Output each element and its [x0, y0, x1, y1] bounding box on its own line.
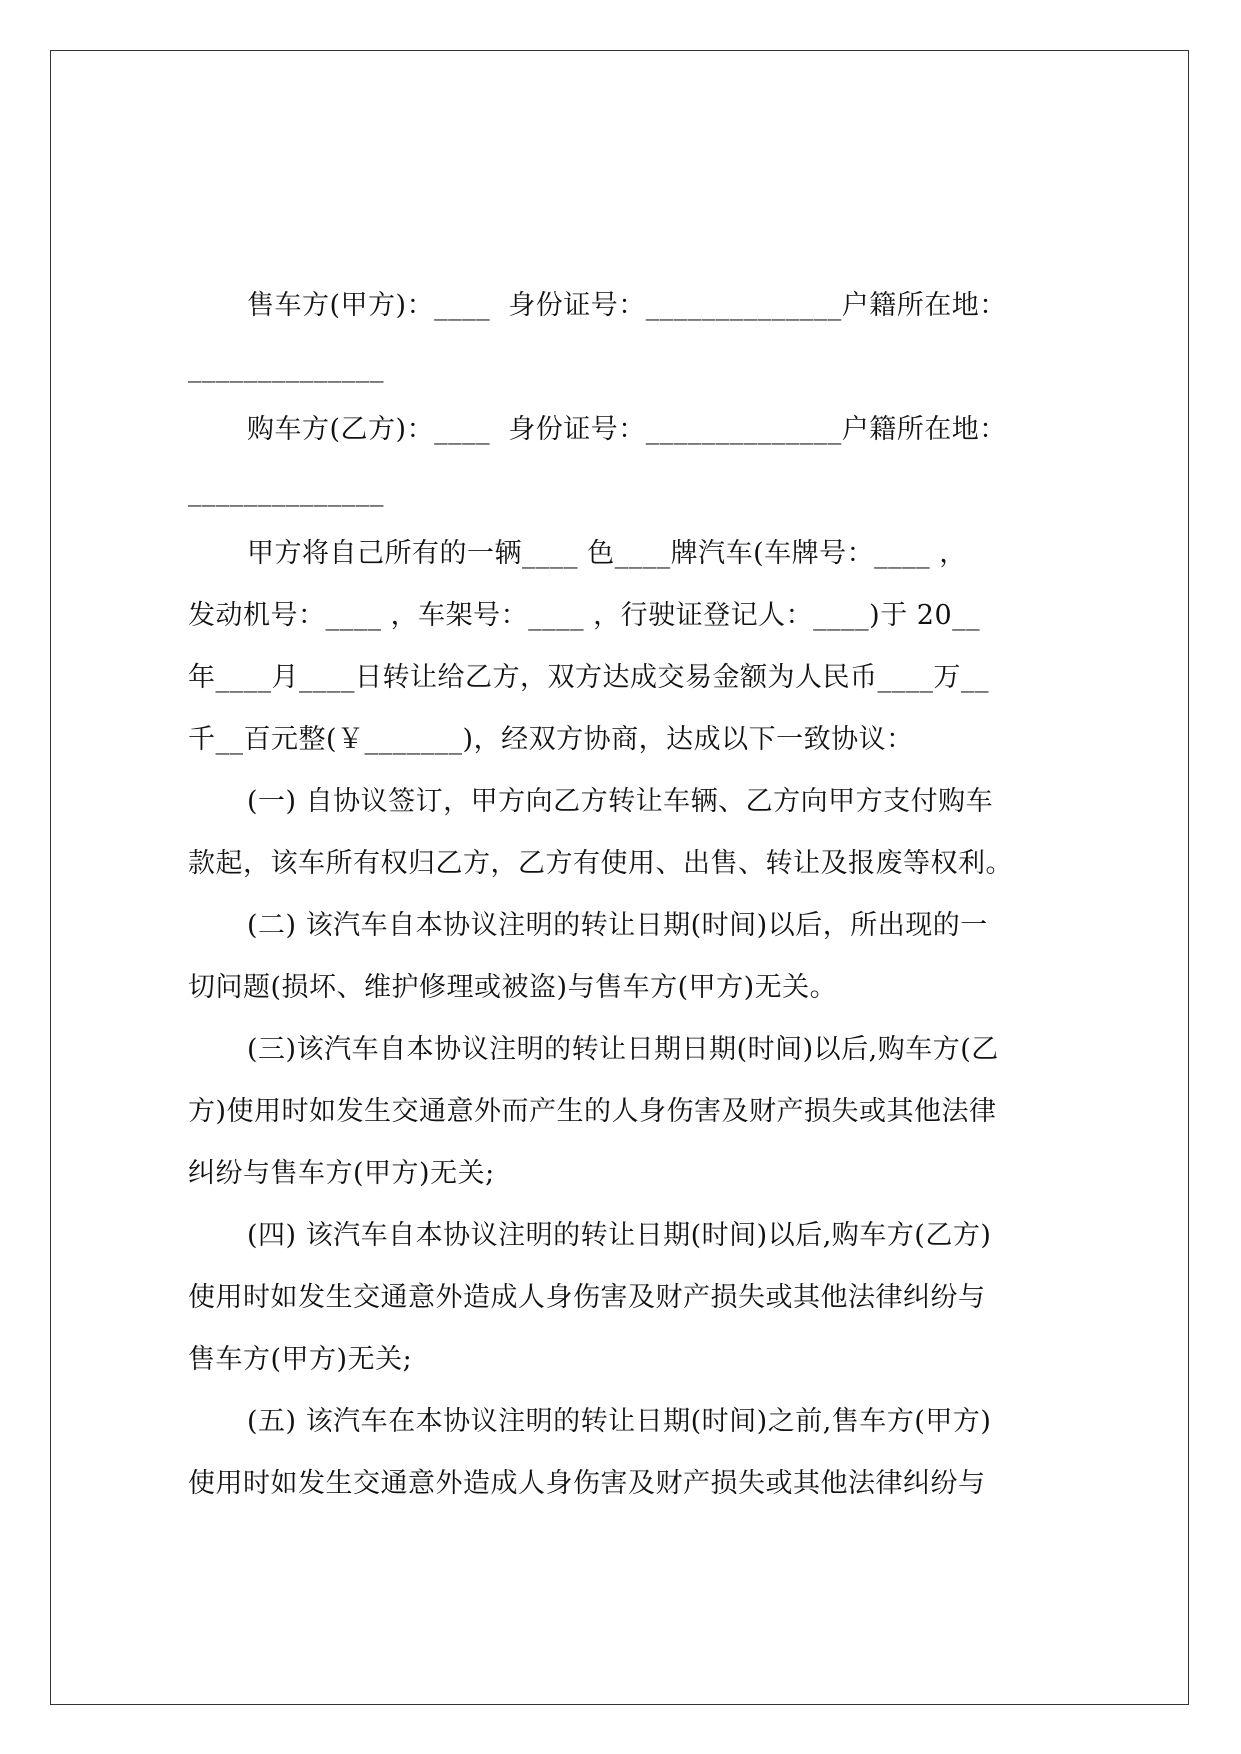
buyer-info-line: 购车方(乙方)：____ 身份证号：______________户籍所在地： [247, 414, 1007, 445]
clause-1-line: 款起，该车所有权归乙方，乙方有使用、出售、转让及报废等权利。 [188, 848, 1013, 879]
clause-2-line: 切问题(损坏、维护修理或被盗)与售车方(甲方)无关。 [188, 972, 838, 1003]
clause-4-line: 售车方(甲方)无关; [188, 1344, 413, 1375]
clause-1-line: (一) 自协议签订，甲方向乙方转让车辆、乙方向甲方支付购车 [247, 786, 994, 817]
clause-4-line: (四) 该汽车自本协议注明的转让日期(时间)以后,购车方(乙方) [247, 1220, 992, 1251]
transfer-paragraph-line: 千__百元整(￥_______)，经双方协商，达成以下一致协议： [188, 724, 914, 755]
transfer-paragraph-line: 年____月____日转让给乙方，双方达成交易金额为人民币____万__ [188, 662, 989, 693]
clause-5-line: 使用时如发生交通意外造成人身伤害及财产损失或其他法律纠纷与 [188, 1468, 986, 1499]
clause-5-line: (五) 该汽车在本协议注明的转让日期(时间)之前,售车方(甲方) [247, 1406, 992, 1437]
clause-2-line: (二) 该汽车自本协议注明的转让日期(时间)以后，所出现的一 [247, 910, 988, 941]
seller-info-line: 售车方(甲方)：____ 身份证号：______________户籍所在地： [247, 290, 1007, 321]
clause-3-line: 纠纷与售车方(甲方)无关; [188, 1158, 495, 1189]
transfer-paragraph-line: 甲方将自己所有的一辆____ 色____牌汽车(车牌号：____ ， [247, 538, 967, 569]
clause-4-line: 使用时如发生交通意外造成人身伤害及财产损失或其他法律纠纷与 [188, 1282, 986, 1313]
clause-3-line: 方)使用时如发生交通意外而产生的人身伤害及财产损失或其他法律 [188, 1096, 997, 1127]
buyer-residence-blank: ______________ [188, 476, 384, 507]
seller-residence-blank: ______________ [188, 352, 384, 383]
clause-3-line: (三)该汽车自本协议注明的转让日期日期(时间)以后,购车方(乙 [247, 1034, 999, 1065]
transfer-paragraph-line: 发动机号：____ ，车架号：____ ，行驶证登记人：____)于 20__ [188, 600, 981, 631]
